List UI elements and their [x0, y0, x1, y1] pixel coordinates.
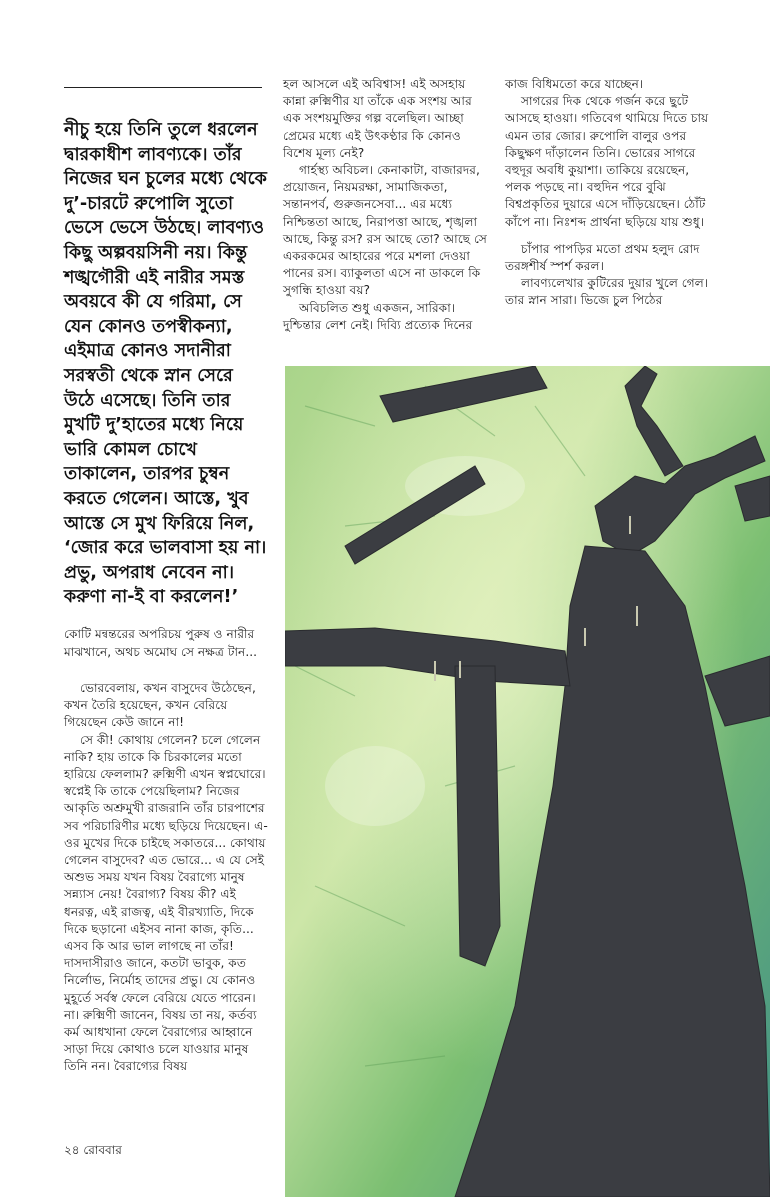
- paragraph: সে কী! কোথায় গেলেন? চলে গেলেন নাকি? হায় তাকে কি চিরকালের মতো হারিয়ে ফেললাম? রুক্মিণী এখন স্বপ্নঘোরে। স্বপ্নেই কি তাকে পেয়েছিলাম? নিজের আকৃতি অশ্রুমুখী রাজরানি তাঁর চারপাশের সব পরিচারিণীর মধ্যে ছড়িয়ে দিয়েছেন। এ-ওর মুখের দিকে চাইছে সকাতরে... কোথায় গেলেন বাসুদেব? এত ভোরে... এ যে সেই অশুভ সময় যখন বিষয় বৈরাগ্যে মানুষ সন্ন্যাস নেয়! বৈরাগ্য? বিষয় কী? এই ধনরত্ন, এই রাজত্ব, এই বীরখ্যাতি, দিকে দিকে ছড়ানো এইসব নানা কাজ, কৃতি... এসব কি আর ভাল লাগছে না তাঁর! দাসদাসীরাও জানে, কতটা ভাবুক, কত নির্লোভ, নির্মোহ তাদের প্রভু। যে কোনও মুহূর্তে সর্বস্ব ফেলে বেরিয়ে যেতে পারেন। না। রুক্মিণী জানেন, বিষয় তা নয়, কর্তব্য কর্ম আধখানা ফেলে বৈরাগ্যের আহ্বানে সাড়া দিয়ে কোথাও চলে যাওয়ার মানুষ তিনি নন। বৈরাগ্যের বিষয়: [64, 732, 268, 1074]
- paragraph: ভোরবেলায়, কখন বাসুদেব উঠেছেন, কখন তৈরি হয়েছেন, কখন বেরিয়ে গিয়েছেন কেউ জানে না!: [64, 681, 256, 730]
- paragraph: কাজ বিধিমতো করে যাচ্ছেন।: [505, 77, 644, 91]
- paragraph: হল আসলে এই অবিশ্বাস! এই অসহায় কান্না রুক্মিণীর যা তাঁকে এক সংশয় আর এক সংশয়মুক্তির গল্প বলেছিল। আচ্ছা প্রেমের মধ্যে এই উৎকণ্ঠার কি কোনও বিশেষ মূল্য নেই?: [283, 77, 472, 160]
- left-column: [64, 680, 269, 1076]
- illustration-artwork: [285, 366, 770, 1197]
- header-rule: [64, 87, 262, 88]
- paragraph: চাঁপার পাপড়ির মতো প্রথম হলুদ রোদ তরঙ্গশীর্ষ স্পর্শ করল।: [505, 241, 700, 274]
- intro-text: কোটি মন্বন্তরের অপরিচয় পুরুষ ও নারীর মাঝখানে, অথচ অমোঘ সে নক্ষত্র টান...: [64, 627, 257, 659]
- right-column: [505, 76, 713, 310]
- paragraph: সাগরের দিক থেকে গর্জন করে ছুটে আসছে হাওয়া। গতিবেগ থামিয়ে দিতে চায় এমন তার জোর। রুপোলি বালুর ওপর কিছুক্ষণ দাঁড়ালেন তিনি। ভোরের সাগরে বহুদূর অবধি কুয়াশা। তাকিয়ে রয়েছেন, পলক পড়ছে না। বহুদিন পরে বুঝি বিশ্বপ্রকৃতির দুয়ারে এসে দাঁড়িয়েছেন। ঠোঁট কাঁপে না। নিঃশব্দ প্রার্থনা ছড়িয়ে যায় শুধু।: [505, 94, 709, 229]
- paragraph: অবিচলিত শুধু একজন, সারিকা। দুশ্চিন্তার লেশ নেই। দিব্যি প্রত্যেক দিনের: [283, 300, 473, 332]
- paragraph: গার্হস্থ্য অবিচল। কেনাকাটা, বাজারদর, প্রয়োজন, নিয়মরক্ষা, সামাজিকতা, সন্তানপর্ব, গুরুজনসেবা... এর মধ্যে নিশ্চিন্ততা আছে, নিরাপত্তা আছে, শৃঙ্খলা আছে, কিন্তু রস? রস আছে তো? আছে সে একরকমের আহারের পরে মশলা দেওয়া পানের রস। ব্যাকুলতা এসে না ডাকলে কি সুগন্ধি হাওয়া বয়?: [283, 163, 487, 298]
- middle-column: [283, 76, 491, 334]
- illustration: [285, 366, 770, 1197]
- pull-quote-text: নীচু হয়ে তিনি তুলে ধরলেন দ্বারকাধীশ লাবণ্যকে। তাঁর নিজের ঘন চুলের মধ্যে থেকে দু’-চারটে রুপোলি সুতো ভেসে ভেসে উঠছে। লাবণ্যও কিছু অল্পবয়সিনী নয়। কিন্তু শঙ্খগৌরী এই নারীর সমস্ত অবয়বে কী যে গরিমা, সে যেন কোনও তপস্বীকন্যা, এইমাত্র কোনও সদানীরা সরস্বতী থেকে স্নান সেরে উঠে এসেছে। তিনি তার মুখটি দু’হাতের মধ্যে নিয়ে ভারি কোমল চোখে তাকালেন, তারপর চুম্বন করতে গেলেন। আস্তে, খুব আস্তে সে মুখ ফিরিয়ে নিল, ‘জোর করে ভালবাসা হয় না। প্রভু, অপরাধ নেবেন না। করুণা না-ই বা করলেন!’: [64, 120, 267, 608]
- pull-quote: [64, 118, 269, 610]
- page-footer: ২৪ রোববার: [64, 1143, 122, 1157]
- paragraph: লাবণ্যলেখার কুটিরের দুয়ার খুলে গেল। তার স্নান সারা। ভিজে চুল পিঠের: [505, 276, 709, 308]
